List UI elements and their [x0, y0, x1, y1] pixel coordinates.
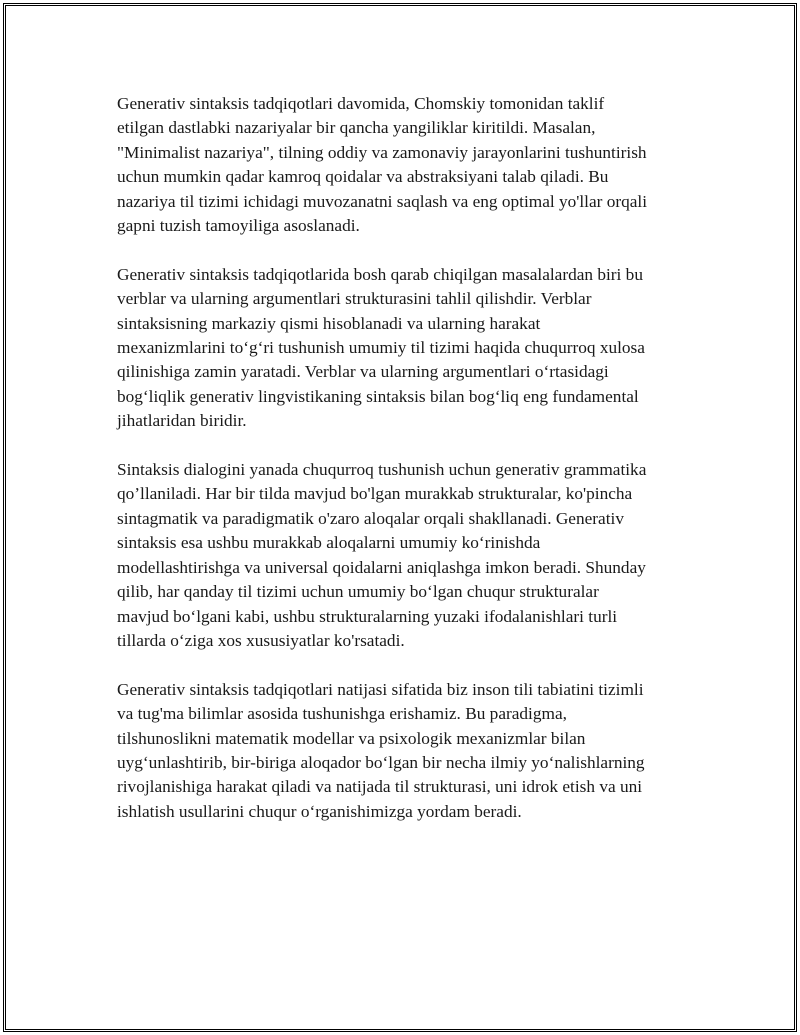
- text-line: etilgan dastlabki nazariyalar bir qancha yangiliklar kiritildi. Masalan,: [117, 118, 596, 138]
- text-line: uchun mumkin qadar kamroq qoidalar va abstraksiyani talab qiladi. Bu: [117, 167, 609, 187]
- text-line: Generativ sintaksis tadqiqotlari natijasi sifatida biz inson tili tabiatini tizimli: [117, 679, 644, 699]
- text-line: qilib, har qanday til tizimi uchun umumiy bo‘lgan chuqur strukturalar: [117, 582, 599, 602]
- text-line: gapni tuzish tamoyiliga asoslanadi.: [117, 216, 360, 236]
- text-line: va tug'ma bilimlar asosida tushunishga erishamiz. Bu paradigma,: [117, 704, 567, 724]
- text-line: Sintaksis dialogini yanada chuqurroq tushunish uchun generativ grammatika: [117, 460, 647, 480]
- text-line: mexanizmlarini to‘g‘ri tushunish umumiy til tizimi haqida chuqurroq xulosa: [117, 338, 645, 358]
- text-line: Generativ sintaksis tadqiqotlarida bosh qarab chiqilgan masalalardan biri bu: [117, 264, 643, 284]
- text-line: uyg‘unlashtirib, bir-biriga aloqador bo‘lgan bir necha ilmiy yo‘nalishlarning: [117, 752, 645, 772]
- text-line: sintaksis esa ushbu murakkab aloqalarni umumiy ko‘rinishda: [117, 533, 541, 553]
- document-body: [117, 92, 687, 849]
- text-line: mavjud bo‘lgani kabi, ushbu strukturalarning yuzaki ifodalanishlari turli: [117, 606, 618, 626]
- text-line: qo’llaniladi. Har bir tilda mavjud bo'lgan murakkab strukturalar, ko'pincha: [117, 484, 633, 504]
- paragraph-1: [117, 92, 687, 238]
- text-line: jihatlaridan biridir.: [117, 411, 247, 431]
- paragraph-4: [117, 678, 687, 824]
- text-line: modellashtirishga va universal qoidalarni aniqlashga imkon beradi. Shunday: [117, 557, 646, 577]
- text-line: qilinishiga zamin yaratadi. Verblar va ularning argumentlari o‘rtasidagi: [117, 362, 609, 382]
- text-line: sintagmatik va paradigmatik o'zaro aloqalar orqali shakllanadi. Generativ: [117, 508, 624, 528]
- text-line: verblar va ularning argumentlari strukturasini tahlil qilishdir. Verblar: [117, 289, 592, 309]
- paragraph-2: [117, 263, 687, 434]
- text-line: "Minimalist nazariya", tilning oddiy va zamonaviy jarayonlarini tushuntirish: [117, 142, 647, 162]
- text-line: nazariya til tizimi ichidagi muvozanatni saqlash va eng optimal yo'llar orqali: [117, 191, 648, 211]
- text-line: ishlatish usullarini chuqur o‘rganishimizga yordam beradi.: [117, 801, 522, 821]
- paragraph-3: [117, 458, 687, 653]
- text-line: bog‘liqlik generativ lingvistikaning sintaksis bilan bog‘liq eng fundamental: [117, 386, 639, 406]
- text-line: tilshunoslikni matematik modellar va psixologik mexanizmlar bilan: [117, 728, 586, 748]
- text-line: tillarda o‘ziga xos xususiyatlar ko'rsatadi.: [117, 630, 405, 650]
- text-line: sintaksisning markaziy qismi hisoblanadi va ularning harakat: [117, 313, 541, 333]
- text-line: Generativ sintaksis tadqiqotlari davomida, Chomskiy tomonidan taklif: [117, 94, 605, 113]
- text-line: rivojlanishiga harakat qiladi va natijada til strukturasi, uni idrok etish va uni: [117, 777, 643, 797]
